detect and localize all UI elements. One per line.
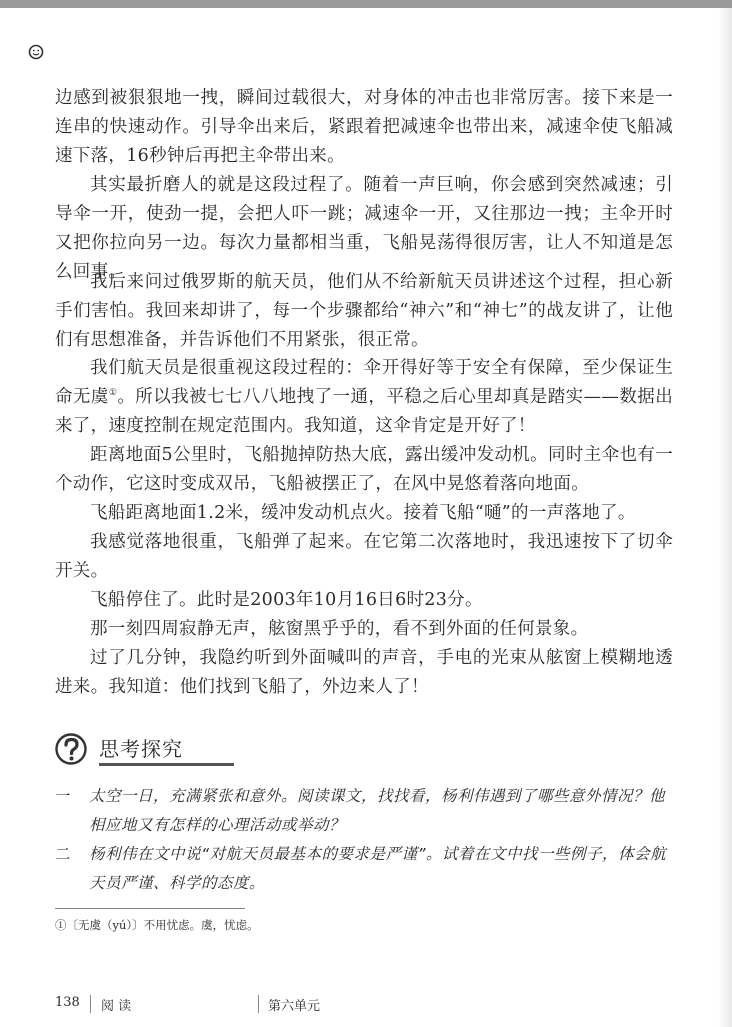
paragraph: 过了几分钟，我隐约听到外面喊叫的声音，手电的光束从舷窗上模糊地透进来。我知道：他们找到飞船了，外边来人了！ [55, 648, 673, 697]
footer-section: 阅 读 [101, 999, 132, 1014]
section-title: 思考探究 [99, 737, 183, 761]
paragraph: 我感觉落地很重，飞船弹了起来。在它第二次落地时，我迅速按下了切伞开关。 [55, 532, 673, 581]
paragraph-with-footnote [55, 354, 673, 441]
question-text: 太空一日，充满紧张和意外。阅读课文，找找看，杨利伟遇到了哪些意外情况？他相应地又有怎样的心理活动或举动？ [89, 787, 666, 834]
section-underline [99, 763, 234, 766]
paragraph: 飞船停住了。此时是2003年10月16日6时23分。 [90, 590, 483, 610]
footnote-marker[interactable]: ① [108, 388, 118, 399]
page-number: 138 [55, 995, 80, 1010]
paragraph-text: 。所以我被七七八八地拽了一通，平稳之后心里却真是踏实——数据出来了，速度控制在规定范围内。我知道，这伞肯定是开好了！ [55, 387, 673, 436]
question-item [55, 840, 673, 898]
question-number: 二 [55, 845, 72, 863]
footer-divider [258, 995, 259, 1013]
footer-divider [90, 995, 91, 1013]
page-edge-shadow [718, 8, 732, 1027]
paragraph: 我后来问过俄罗斯的航天员，他们从不给新航天员讲述这个过程，担心新手们害怕。我回来却讲了，每一个步骤都给“神六”和“神七”的战友讲了，让他们有思想准备，并告诉他们不用紧张，很正常。 [55, 272, 673, 350]
paragraph: 飞船距离地面1.2米，缓冲发动机点火。接着飞船“嗵”的一声落地了。 [90, 503, 636, 523]
top-border [0, 0, 732, 8]
paragraph: 距离地面5公里时，飞船抛掉防热大底，露出缓冲发动机。同时主伞也有一个动作，它这时变成双吊，飞船被摆正了，在风中晃悠着落向地面。 [55, 445, 673, 494]
footnote-divider [55, 908, 245, 909]
paragraph-text: 我们航天员是很重视这段过程的：伞开得好等于安全有保障，至少保证生命无虞 [55, 358, 673, 407]
question-number: 一 [55, 787, 72, 805]
paragraph: 边感到被狠狠地一拽，瞬间过载很大，对身体的冲击也非常厉害。接下来是一连串的快速动作。引导伞出来后，紧跟着把减速伞也带出来，减速伞使飞船减速下落，16秒钟后再把主伞带出来。 [55, 88, 673, 166]
paragraph: 其实最折磨人的就是这段过程了。随着一声巨响，你会感到突然减速；引导伞一开，使劲一提，会把人吓一跳；减速伞一开，又往那边一拽；主伞开时又把你拉向另一边。每次力量都相当重，飞船晃荡得很厉害，让人不知道是怎么回事。 [55, 175, 673, 282]
smiley-icon [28, 44, 44, 60]
question-text: 杨利伟在文中说“对航天员最基本的要求是严谨”。试着在文中找一些例子，体会航天员严谨、科学的态度。 [89, 845, 667, 892]
footer-unit: 第六单元 [268, 999, 321, 1014]
paragraph: 那一刻四周寂静无声，舷窗黑乎乎的，看不到外面的任何景象。 [90, 619, 589, 639]
footnote: ①〔无虞（yú）〕不用忧虑。虞，忧虑。 [55, 918, 259, 932]
question-mark-icon [55, 733, 87, 765]
question-item [55, 782, 673, 840]
